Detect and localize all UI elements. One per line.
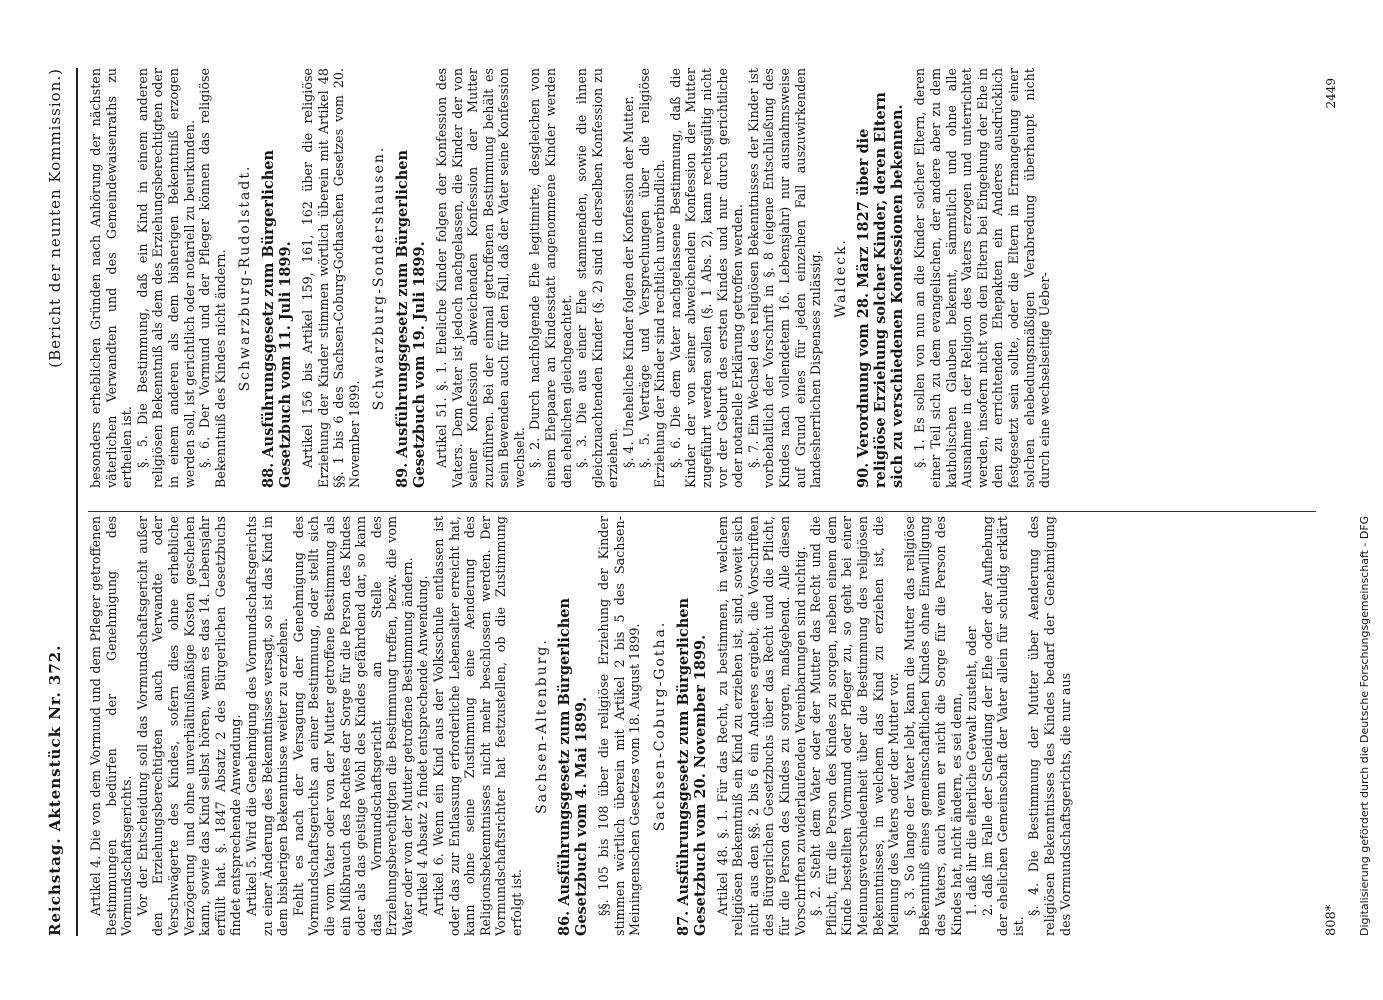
paragraph: §. 3. So lange der Vater lebt, kann die Mutter das religiöse Bekenntniß eines gemeinschaftlichen Kindes ohne Einwilligung des Vaters, auch wenn er nicht die Sorge für die Person des Kindes hat, nicht ändern, es sei denn, — [901, 516, 964, 936]
law-title: 86. Ausführungsgesetz zum Bürgerlichen Gesetzbuch vom 4. Mai 1899. — [556, 597, 591, 936]
paragraph: Artikel 156 bis Artikel 159, 161, 162 über die religiöse Erziehung der Kinder stimmen wörtlich überein mit Artikel 48 §§. 1 bis 6 des Sachsen-Coburg-Gothaschen Gesetzes vom 20. November 1899. — [299, 68, 362, 488]
page-footer — [1324, 68, 1344, 936]
paragraph: §. 2. Durch nachfolgende Ehe legitimirte, desgleichen von einem Ehepaare an Kindesstatt angenommene Kinder werden den ehelichen gleichgeachtet. — [527, 68, 574, 488]
header-left: Reichstag. Aktenstück Nr. 372. — [46, 644, 64, 936]
paragraph: §§. 105 bis 108 über die religiöse Erziehung der Kinder stimmen wörtlich überein mit Artikel 2 bis 5 des Sachsen-Meiningenschen Gesetzes vom 18. August 1899. — [596, 516, 643, 936]
page-header — [46, 68, 76, 936]
paragraph: §. 7. Ein Wechsel des religiösen Bekenntnisses der Kinder ist vorbehaltlich der Vorschrift in §. 8 (eigene Entschließung des Kindes nach vollendetem 16. Lebensjahr) nur ausnahmsweise auf Grund eines für jeden einzelnen Fall auszuwirkenden landesherrlichen Dispenses zulässig. — [745, 68, 824, 488]
digitization-note: Digitalisierung gefördert durch die Deutsche Forschungsgemeinschaft - DFG — [1358, 515, 1371, 936]
paragraph: Artikel 6. Wenn ein Kind aus der Volksschule entlassen ist oder das zur Entlassung erforderliche Lebensalter erreicht hat, kann ohne seine Zustimmung eine Aenderung des Religionsbekenntnisses nicht mehr beschlossen werden. Der Vormundschaftsrichter hat festzustellen, ob die Zustimmung erfolgt ist. — [431, 516, 525, 936]
paragraph: Artikel 5. Wird die Genehmigung des Vormundschaftsgerichts zu einer Änderung des Bekenntnisses versagt, so ist das Kind in dem bisherigen Bekenntnisse weiter zu erziehen. — [243, 516, 291, 936]
list-item: 2. daß im Falle der Scheidung der Ehe oder der Aufhebung der ehelichen Gemeinschaft der Vater allein für schuldig erklärt ist. — [979, 516, 1026, 936]
paragraph: besonders erheblichen Gründen nach Anhörung der nächsten väterlichen Verwandten und des Gemeindewaisenraths zu ertheilen ist. — [88, 68, 135, 488]
paragraph: Fehlt es nach der Versagung der Genehmigung des Vormundschaftsgerichts an einer Bestimmung, oder stellt sich die vom Vater oder von der Mutter getroffene Bestimmung als ein Mißbrauch des Rechtes der Sorge für die Person des Kindes oder als das geistige Wohl des Kindes gefährdend dar, so kann das Vormundschaftsgericht an Stelle des Erziehungsberechtigten die Bestimmung treffen, bezw. die vom Vater oder von der Mutter getroffene Bestimmung ändern. — [290, 516, 415, 936]
paragraph: §. 2. Steht dem Vater oder der Mutter das Recht und die Pflicht, für die Person des Kindes zu sorgen, neben einem dem Kinde bestellten Vormund oder Pfleger zu, so geht bei einer Meinungsverschiedenheit über die Bestimmung des religiösen Bekenntnisses, in welchem das Kind zu erziehen ist, die Meinung des Vaters oder der Mutter vor. — [808, 516, 902, 936]
paragraph: Artikel 4. Die von dem Vormund und dem Pfleger getroffenen Bestimmungen bedürfen der Genehmigung des Vormundschaftsgerichts. — [88, 516, 135, 936]
state-heading: Sachsen-Coburg-Gotha. — [652, 620, 668, 832]
state-heading: Schwarzburg-Sondershausen. — [371, 145, 388, 411]
law-title: 90. Verordnung vom 28. März 1827 über die religiöse Erziehung solcher Kinder, deren Eltern sich zu verschiedenen Konfessionen bekennen. — [855, 92, 907, 488]
paragraph: §. 1. Es sollen von nun an die Kinder solcher Eltern, deren einer Teil sich zu dem evangelischen, der andere aber zu dem katholischen Glauben bekennt, sämmtlich und ohne alle Ausnahme in der Religion des Vaters erzogen und unterrichtet werden, insofern nicht von den Eltern bei Eingehung der Ehe in den zu errichtenden Ehepakten ein Anderes ausdrücklich festgesetzt sein sollte, oder die Eltern in Ermangelung einer solchen ehebedungsmäßigen Verabredung überhaupt nicht durch eine wechselseitige Ueber- — [912, 68, 1053, 488]
column-divider — [88, 511, 1316, 512]
page-number: 2449 — [1324, 78, 1338, 109]
state-heading: Sachsen-Altenburg. — [533, 638, 550, 814]
list-item: 1. daß ihr die elterliche Gewalt zusteht, oder — [964, 626, 980, 916]
paragraph: Artikel 51. §. 1. Eheliche Kinder folgen der Konfession des Vaters. Dem Vater ist jedoch nachgelassen, die Kinder der von seiner Konfession abweichenden Konfession der Mutter zuzuführen. Bei der einmal getroffenen Bestimmung behält es sein Bewenden auch für den Fall, daß der Vater seine Konfession wechselt. — [433, 68, 527, 488]
law-title: 87. Ausführungsgesetz zum Bürgerlichen Gesetzbuch vom 20. November 1899. — [674, 597, 709, 936]
right-column — [88, 68, 1316, 488]
paragraph: Artikel 48. §. 1. Für das Recht, zu bestimmen, in welchem religiösen Bekenntniß ein Kind zu erziehen ist, sind, soweit sich nicht aus den §§. 2 bis 6 ein Anderes ergiebt, die Vorschriften des Bürgerlichen Gesetzbuchs über das Recht und die Pflicht, für die Person des Kindes zu sorgen, maßgebend. Alle diesen Vorschriften zuwiderlaufenden Vereinbarungen sind nichtig. — [714, 516, 808, 936]
paragraph: Vor der Entscheidung soll das Vormundschaftsgericht außer den Erziehungsberechtigten auch Verwandte oder Verschwägerte des Kindes, sofern dies ohne erhebliche Verzögerung und ohne unverhältnißmäßige Kosten geschehen kann, sowie das Kind selbst hören, wenn es das 14. Lebensjahr erfüllt hat. §. 1847 Absatz 2 des Bürgerlichen Gesetzbuchs findet entsprechende Anwendung. — [134, 516, 244, 936]
law-title: 89. Ausführungsgesetz zum Bürgerlichen Gesetzbuch vom 19. Juli 1899. — [393, 149, 428, 488]
sheet-mark: 808* — [1324, 904, 1339, 936]
paragraph: §. 4. Die Bestimmung der Mutter über Aenderung des religiösen Bekenntnisses des Kindes bedarf der Genehmigung des Vormundschaftsgerichts, die nur aus — [1026, 516, 1073, 936]
header-rule — [76, 68, 78, 936]
paragraph: §. 5. Verträge und Versprechungen über die religiöse Erziehung der Kinder sind rechtlich unverbindlich. — [636, 68, 668, 488]
paragraph: §. 4. Uneheliche Kinder folgen der Konfession der Mutter. — [621, 95, 637, 468]
paragraph: Artikel 4 Absatz 2 findet entsprechende Anwendung. — [415, 575, 431, 916]
state-heading: Waldeck. — [832, 237, 849, 319]
law-title: 88. Ausführungsgesetz zum Bürgerlichen Gesetzbuch vom 11. Juli 1899. — [259, 149, 294, 488]
state-heading: Schwarzburg-Rudolstadt. — [237, 164, 254, 392]
header-right: (Bericht der neunten Kommission.) — [46, 68, 64, 368]
paragraph: §. 6. Die dem Vater nachgelassene Bestimmung, daß die Kinder der von seiner abweichenden Konfession der Mutter zugeführt werden sollen (§. 1 Abs. 2), kann rechtsgültig nicht vor der Geburt des ersten Kindes und nur durch gerichtliche oder notarielle Erklärung getroffen werden. — [667, 68, 746, 488]
paragraph: §. 5. Die Bestimmung, daß ein Kind in einem anderen religiösen Bekenntniß als dem des Erziehungsberechtigten oder in einem anderen als dem bisherigen Bekenntniß erzogen werden soll, ist gerichtlich oder notariell zu beurkunden. — [134, 68, 197, 488]
paragraph: §. 3. Die aus einer Ehe stammenden, sowie die ihnen gleichzuachtenden Kinder (§. 2) sind in derselben Konfession zu erziehen. — [574, 68, 621, 488]
left-column — [88, 516, 1316, 936]
paragraph: §. 6. Der Vormund und der Pfleger können das religiöse Bekenntniß des Kindes nicht ändern. — [197, 68, 228, 488]
